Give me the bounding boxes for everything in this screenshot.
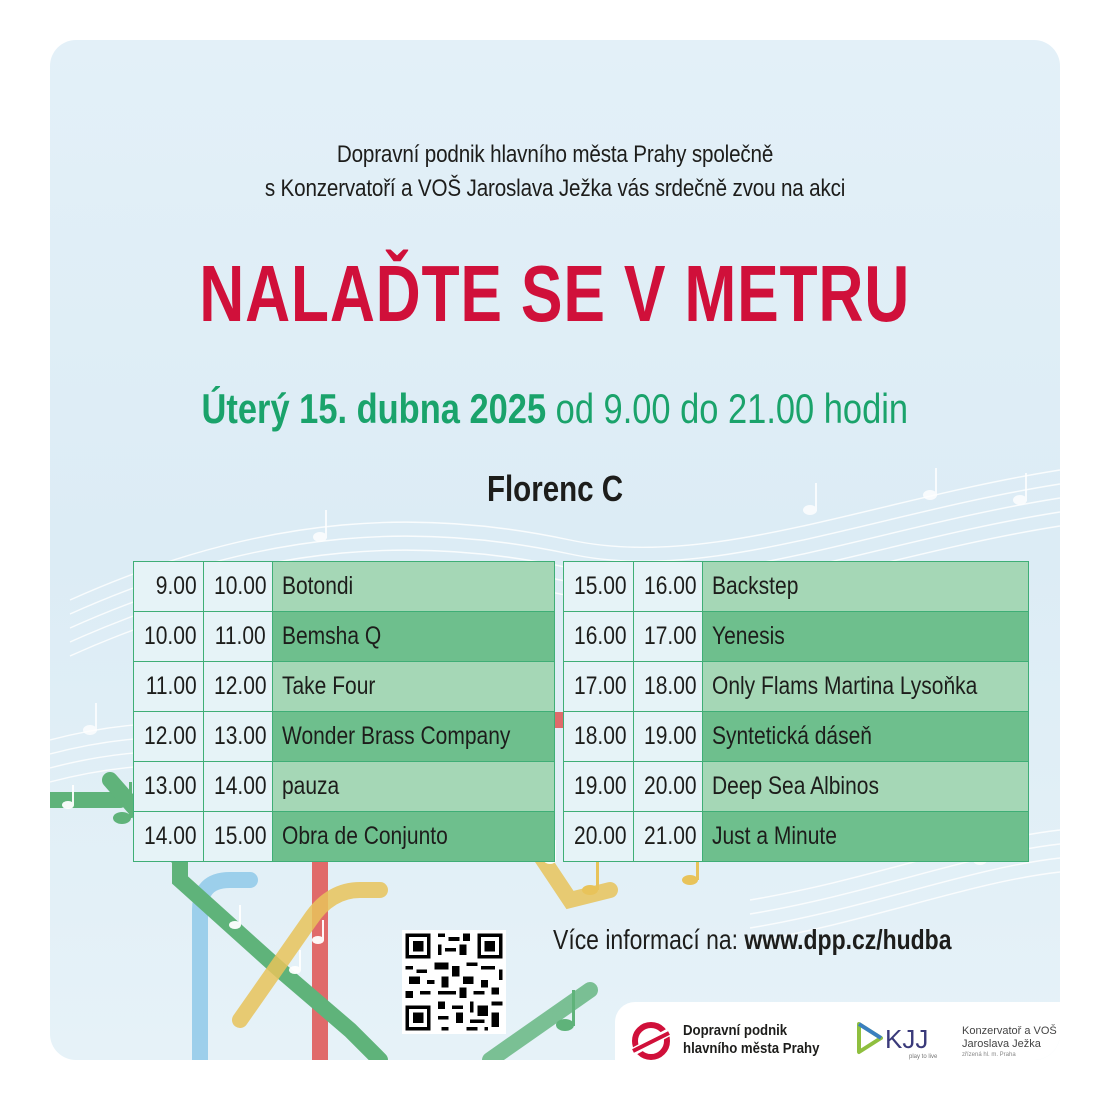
schedule-end-time: 20.00 xyxy=(643,772,697,800)
schedule-performer-cell xyxy=(703,612,1029,662)
qr-code[interactable] xyxy=(402,930,506,1034)
kjj-logo-icon xyxy=(855,1018,943,1058)
schedule-start-time-cell xyxy=(564,612,634,662)
schedule-row xyxy=(134,612,555,662)
logo-bar xyxy=(615,1002,1060,1060)
schedule-end-time-cell xyxy=(203,612,273,662)
schedule-start-time: 19.00 xyxy=(574,772,627,800)
schedule-end-time: 21.00 xyxy=(643,822,697,850)
schedule-end-time-cell xyxy=(633,762,703,812)
schedule-start-time: 9.00 xyxy=(155,572,197,600)
schedule-start-time-cell xyxy=(564,562,634,612)
intro-line-1: Dopravní podnik hlavního města Prahy společně xyxy=(336,141,774,168)
schedule-start-time: 12.00 xyxy=(144,722,197,750)
event-title xyxy=(50,248,1060,340)
intro-line-2: s Konzervatoří a VOŠ Jaroslava Ježka vás srdečně zvou na akci xyxy=(264,175,846,202)
schedule-row xyxy=(564,562,1029,612)
station-name-text: Florenc C xyxy=(486,468,624,509)
schedule-performer: Just a Minute xyxy=(712,822,838,850)
schedule-performer: Wonder Brass Company xyxy=(282,722,511,750)
schedule-end-time: 12.00 xyxy=(213,672,267,700)
station-name xyxy=(50,468,1060,510)
schedule-row xyxy=(564,812,1029,862)
kjj-logo-line-1: Konzervatoř a VOŠ xyxy=(962,1025,1057,1037)
schedule-end-time-cell xyxy=(203,812,273,862)
schedule-start-time-cell xyxy=(134,662,204,712)
schedule-row xyxy=(564,762,1029,812)
event-date-hours: od 9.00 do 21.00 hodin xyxy=(546,385,909,432)
schedule-start-time-cell xyxy=(134,812,204,862)
schedule-start-time: 11.00 xyxy=(145,672,197,700)
schedule-end-time: 18.00 xyxy=(643,672,697,700)
intro-text xyxy=(50,138,1060,206)
schedule-end-time-cell xyxy=(633,612,703,662)
schedule-end-time: 17.00 xyxy=(643,622,697,650)
event-date-day: Úterý 15. dubna 2025 xyxy=(201,385,547,432)
kjj-logo-line-3: zřízená hl. m. Praha xyxy=(962,1052,1016,1058)
schedule-end-time: 16.00 xyxy=(643,572,697,600)
schedule-performer: Take Four xyxy=(282,672,376,700)
kjj-tagline: play to live xyxy=(909,1054,938,1060)
schedule-performer-cell xyxy=(273,712,555,762)
schedule-performer: Bemsha Q xyxy=(282,622,382,650)
schedule-performer-cell xyxy=(703,712,1029,762)
schedule-end-time-cell xyxy=(633,562,703,612)
event-date xyxy=(50,385,1060,433)
dpp-logo-text xyxy=(683,1022,838,1058)
schedule-row xyxy=(134,812,555,862)
kjj-logo-text xyxy=(962,1025,1057,1060)
schedule-row xyxy=(134,762,555,812)
dpp-logo-line-2: hlavního města Prahy xyxy=(683,1040,820,1057)
schedule-end-time-cell xyxy=(203,762,273,812)
schedule-table-right xyxy=(563,561,1029,862)
dpp-logo-icon xyxy=(625,1017,677,1060)
schedule-end-time: 11.00 xyxy=(215,622,267,650)
schedule-end-time-cell xyxy=(633,712,703,762)
schedule-start-time-cell xyxy=(564,662,634,712)
kjj-logo-letters: KJJ xyxy=(885,1024,929,1054)
schedule-start-time-cell xyxy=(134,712,204,762)
kjj-logo-line-2: Jaroslava Ježka xyxy=(962,1038,1041,1050)
schedule-start-time-cell xyxy=(564,762,634,812)
schedule-performer-cell xyxy=(273,812,555,862)
schedule-row xyxy=(564,612,1029,662)
schedule-start-time: 14.00 xyxy=(144,822,197,850)
schedule-performer-cell xyxy=(273,762,555,812)
schedule-performer: Syntetická dáseň xyxy=(712,722,873,750)
schedule-end-time-cell xyxy=(203,662,273,712)
schedule-performer-cell xyxy=(273,612,555,662)
poster xyxy=(50,40,1060,1060)
schedule-end-time: 13.00 xyxy=(213,722,267,750)
schedule-end-time-cell xyxy=(633,662,703,712)
schedule-performer: Backstep xyxy=(712,572,799,600)
schedule-start-time: 17.00 xyxy=(574,672,627,700)
more-info-link[interactable]: www.dpp.cz/hudba xyxy=(744,924,952,955)
more-info-label: Více informací na: xyxy=(553,924,745,955)
schedule-performer: Botondi xyxy=(282,572,354,600)
schedule-end-time-cell xyxy=(633,812,703,862)
schedule-start-time: 15.00 xyxy=(574,572,627,600)
schedule-row xyxy=(564,662,1029,712)
schedule-row xyxy=(134,662,555,712)
schedule-start-time-cell xyxy=(564,812,634,862)
schedule-start-time-cell xyxy=(134,762,204,812)
schedule-end-time: 19.00 xyxy=(643,722,697,750)
schedule-start-time: 18.00 xyxy=(574,722,627,750)
schedule-start-time-cell xyxy=(564,712,634,762)
dpp-logo-line-1: Dopravní podnik xyxy=(683,1022,788,1039)
schedule-performer-cell xyxy=(703,562,1029,612)
schedule-performer: Deep Sea Albinos xyxy=(712,772,880,800)
schedule-performer: Yenesis xyxy=(712,622,785,650)
schedule-row xyxy=(134,712,555,762)
more-info xyxy=(553,924,993,956)
event-title-text: NALAĎTE SE V METRU xyxy=(199,249,911,338)
schedule-end-time: 10.00 xyxy=(213,572,267,600)
schedule-table-left xyxy=(133,561,555,862)
schedule-start-time: 16.00 xyxy=(574,622,627,650)
schedule-end-time: 15.00 xyxy=(213,822,267,850)
schedule-start-time: 20.00 xyxy=(574,822,627,850)
schedule-start-time-cell xyxy=(134,612,204,662)
schedule-end-time-cell xyxy=(203,562,273,612)
schedule-row xyxy=(564,712,1029,762)
schedule-performer-cell xyxy=(273,562,555,612)
schedule-performer: Obra de Conjunto xyxy=(282,822,448,850)
schedule-performer-cell xyxy=(273,662,555,712)
schedule-end-time-cell xyxy=(203,712,273,762)
schedule-performer-cell xyxy=(703,812,1029,862)
schedule-row xyxy=(134,562,555,612)
schedule-performer: Only Flams Martina Lysoňka xyxy=(712,672,978,700)
schedule-performer-cell xyxy=(703,762,1029,812)
schedule-performer: pauza xyxy=(282,772,340,800)
schedule-start-time: 13.00 xyxy=(144,772,197,800)
schedule-start-time-cell xyxy=(134,562,204,612)
schedule-performer-cell xyxy=(703,662,1029,712)
schedule-start-time: 10.00 xyxy=(144,622,197,650)
schedule-end-time: 14.00 xyxy=(213,772,267,800)
